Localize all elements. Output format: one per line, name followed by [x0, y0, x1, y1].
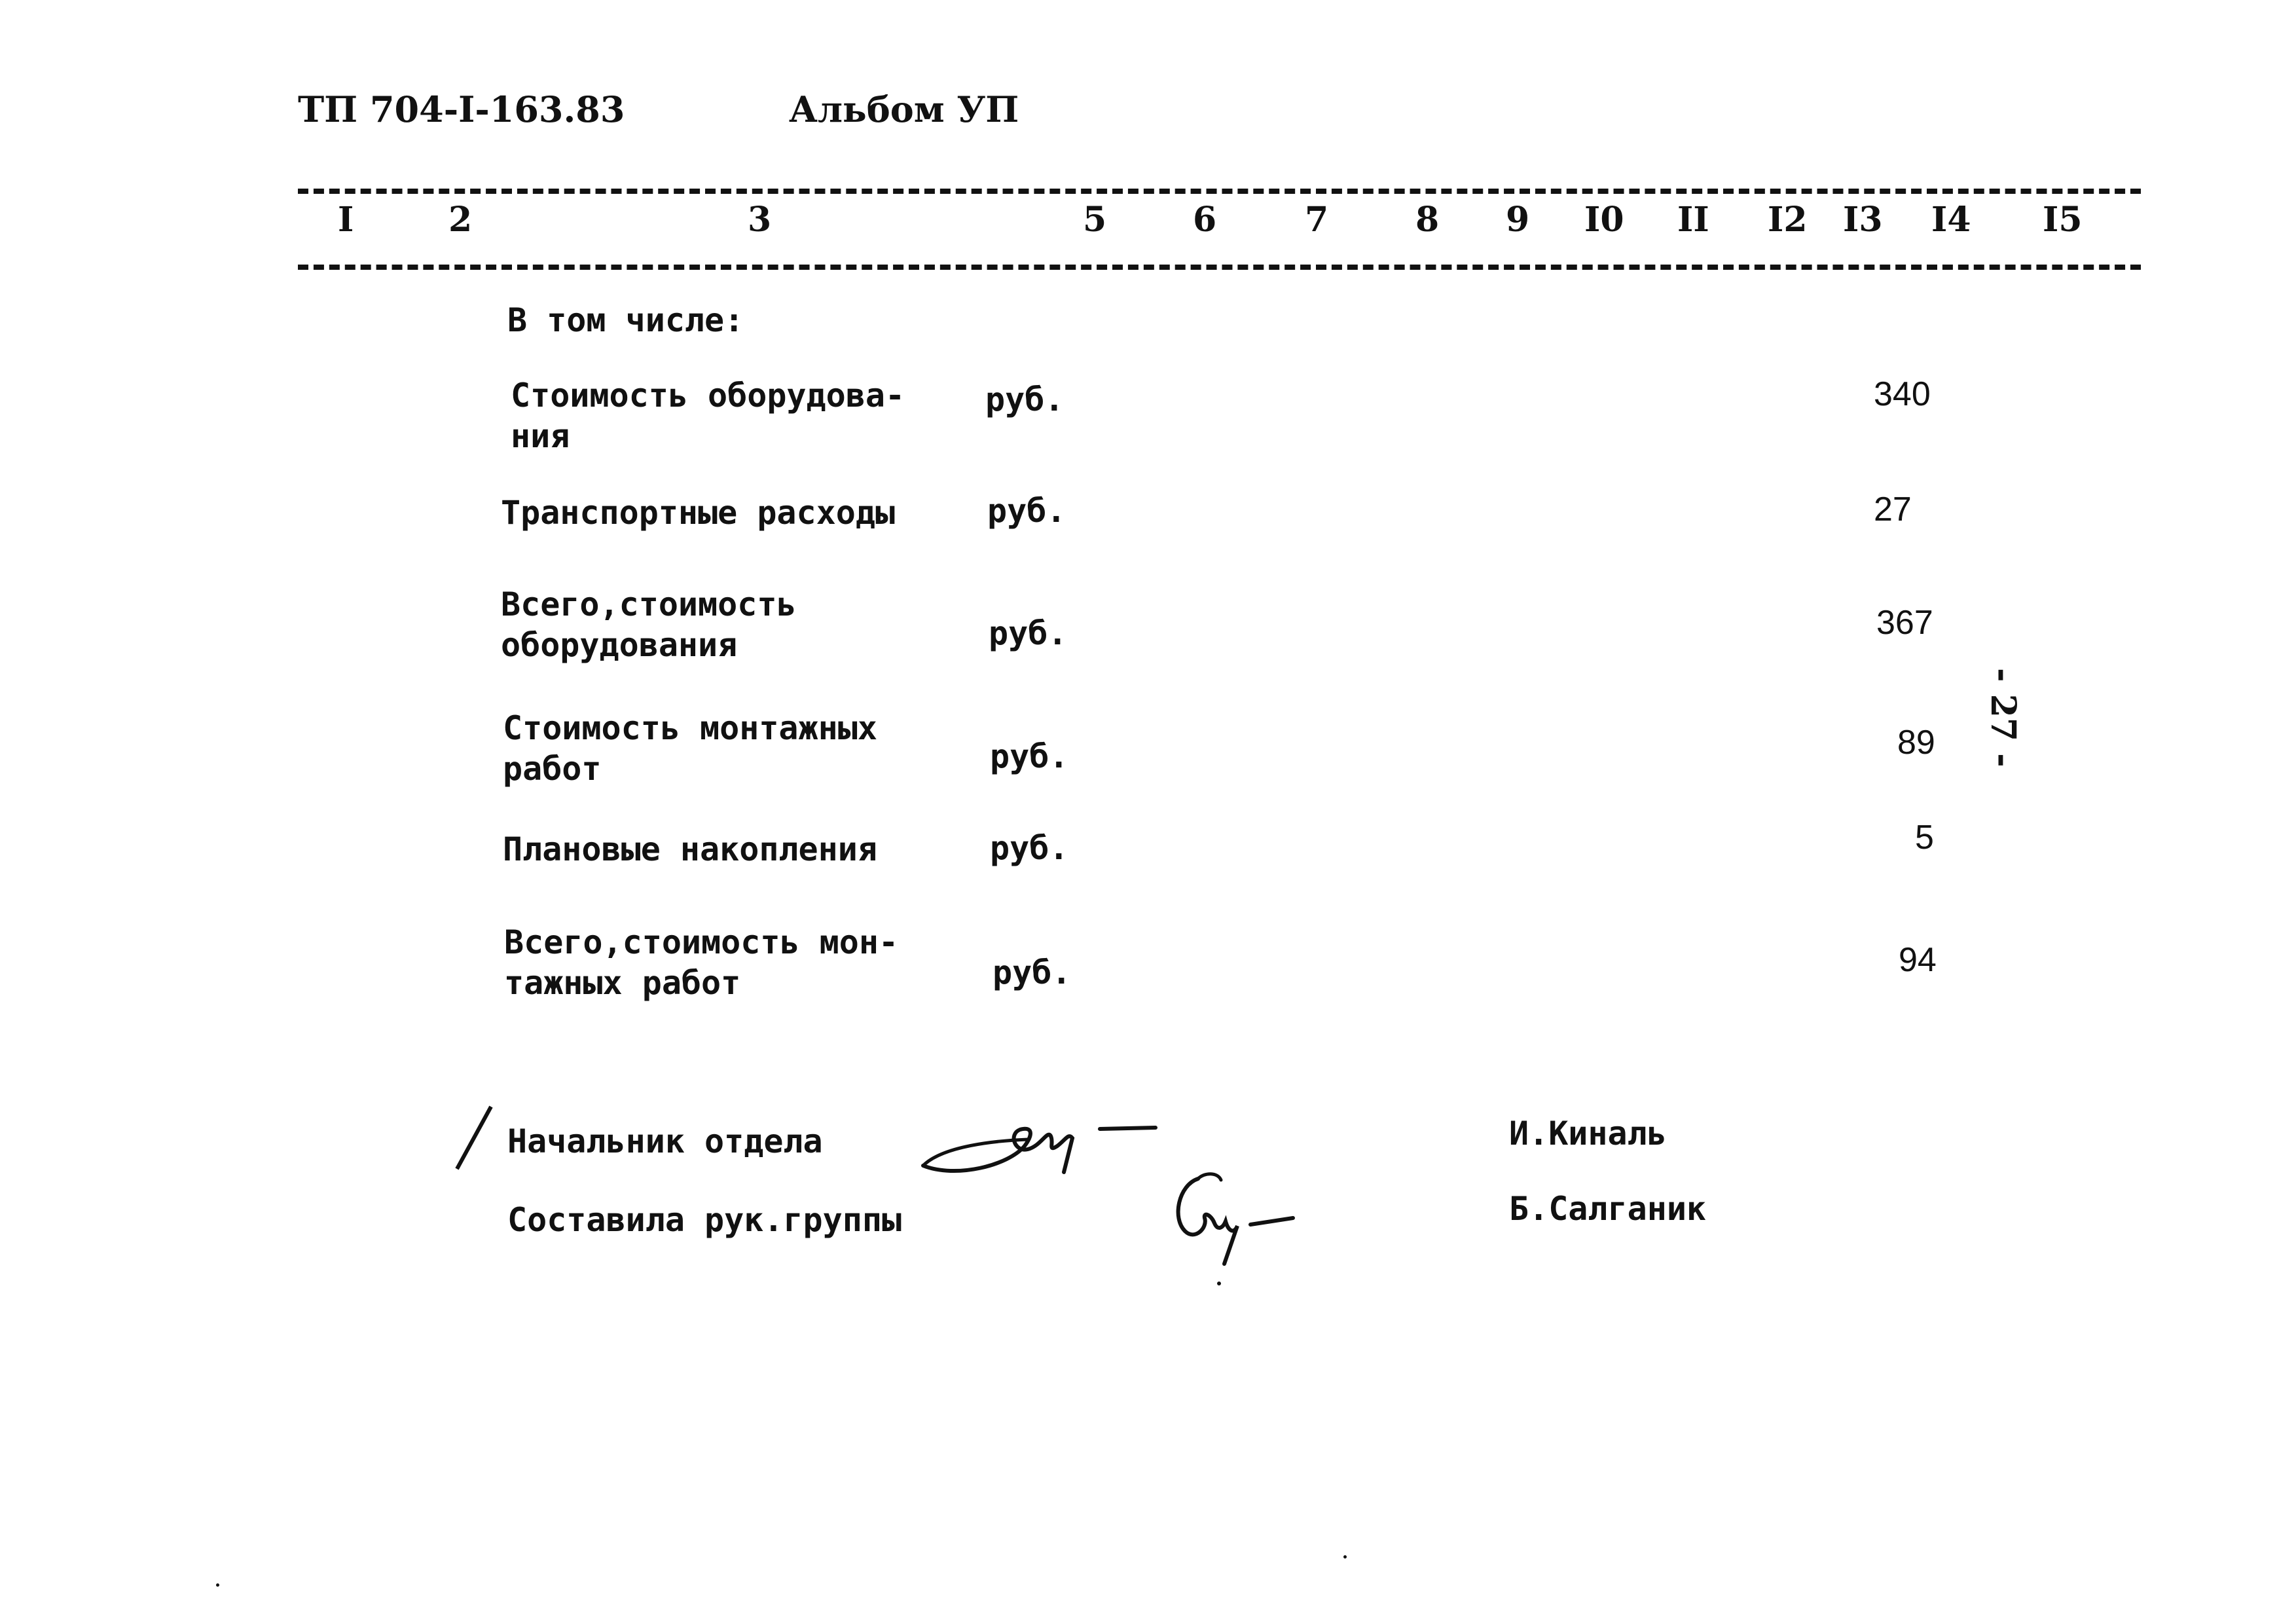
- row-value: 27: [1874, 490, 1912, 528]
- table-header-bottom-rule: [298, 265, 2141, 270]
- column-number: 6: [1193, 200, 1217, 240]
- row-value: 340: [1874, 375, 1931, 413]
- row-unit: руб.: [987, 492, 1066, 530]
- section-title: В том числе:: [507, 301, 744, 339]
- row-label: Всего,стоимость мон- тажных работ: [504, 923, 899, 1002]
- row-value: 5: [1915, 819, 1934, 857]
- row-label: Транспортные расходы: [501, 494, 896, 532]
- column-number: 7: [1305, 200, 1329, 240]
- table-header-top-rule: [298, 189, 2141, 194]
- column-number: 3: [748, 200, 772, 240]
- column-number: I5: [2043, 200, 2083, 240]
- column-number: 8: [1415, 200, 1440, 240]
- column-number: I4: [1931, 200, 1971, 240]
- column-number: I3: [1843, 200, 1883, 240]
- row-label: Стоимость оборудова- ния: [511, 377, 905, 455]
- column-number: I2: [1768, 200, 1808, 240]
- signature-role-department-head: Начальник отдела: [507, 1122, 823, 1160]
- row-unit: руб.: [993, 953, 1072, 991]
- scan-speck: [216, 1583, 219, 1587]
- row-unit: руб.: [989, 614, 1068, 652]
- column-number: II: [1677, 200, 1709, 240]
- row-label: Всего,стоимость оборудования: [501, 585, 797, 664]
- margin-slash-mark: [452, 1103, 498, 1175]
- row-unit: руб.: [990, 737, 1069, 775]
- handwritten-signature: [917, 1100, 1165, 1185]
- column-number: 2: [448, 200, 473, 240]
- album-label: Альбом УП: [789, 88, 1019, 130]
- signature-name-group-lead: Б.Салганик: [1509, 1190, 1707, 1228]
- column-number: I0: [1584, 200, 1624, 240]
- row-value: 89: [1897, 724, 1935, 762]
- signature-role-group-lead: Составила рук.группы: [507, 1201, 902, 1239]
- page-number: - 27 -: [1983, 668, 2023, 767]
- document-code: ТП 704-I-163.83: [298, 88, 625, 130]
- row-unit: руб.: [990, 829, 1069, 867]
- scan-speck: [1343, 1555, 1347, 1559]
- signature-name-department-head: И.Киналь: [1509, 1115, 1667, 1153]
- row-value: 94: [1899, 941, 1937, 979]
- row-label: Стоимость монтажных работ: [503, 709, 877, 788]
- row-label: Плановые накопления: [503, 830, 877, 868]
- row-unit: руб.: [985, 380, 1065, 418]
- column-number: 9: [1506, 200, 1530, 240]
- column-number: 5: [1083, 200, 1107, 240]
- column-number: I: [338, 200, 354, 240]
- row-value: 367: [1876, 604, 1933, 642]
- handwritten-signature: [1146, 1166, 1316, 1290]
